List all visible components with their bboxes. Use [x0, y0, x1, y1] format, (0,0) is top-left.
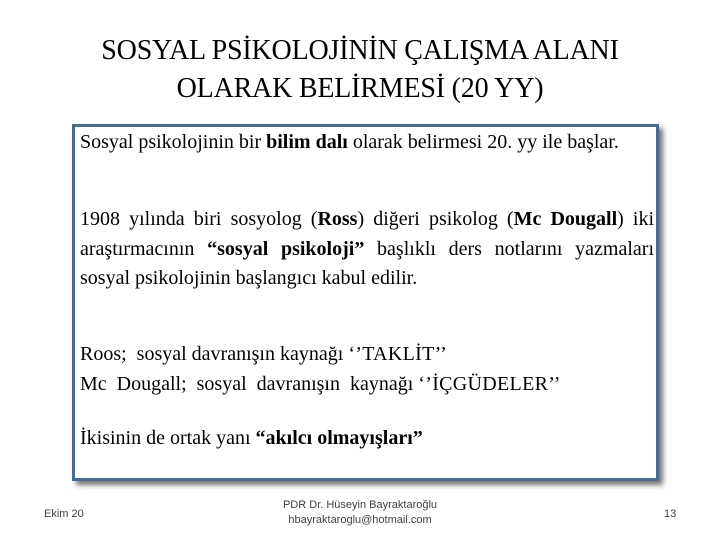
p2-bold-term: “sosyal psikoloji” [207, 237, 365, 260]
paragraph-4 [80, 424, 654, 454]
footer-author-block [260, 498, 460, 528]
p3-line-1 [80, 340, 654, 370]
p1-text-c: olarak belirmesi 20. yy ile başlar. [347, 131, 619, 153]
p3-line2-text: Mc Dougall; sosyal davranışın kaynağı [80, 372, 419, 395]
p3-line2-keyword: ‘’İÇGÜDELER’’ [418, 372, 561, 395]
p3-line-2 [80, 370, 654, 400]
paragraph-2 [80, 205, 654, 294]
title-line-2: OLARAK BELİRMESİ (20 YY) [176, 73, 544, 104]
slide-title [20, 32, 700, 108]
footer-email: hbayraktaroglu@hotmail.com [288, 514, 432, 526]
p2-text-c: ) diğeri psikolog ( [357, 208, 514, 230]
p1-text-a: Sosyal psikolojinin bir [80, 131, 267, 153]
footer-author: PDR Dr. Hüseyin Bayraktaroğlu [282, 499, 438, 511]
p2-bold-ross: Ross [317, 208, 358, 230]
p2-bold-mcdougall: Mc Dougall [513, 208, 618, 230]
paragraph-1 [80, 128, 654, 158]
p3-line1-text: Roos; sosyal davranışın kaynağı [80, 343, 349, 365]
p2-text-e: ) iki araştırmacının [80, 208, 655, 260]
p1-bold-term: bilim dalı [266, 131, 348, 153]
p4-text-a: İkisinin de ortak yanı [80, 427, 256, 449]
p4-bold-term: “akılcı olmayışları” [255, 427, 423, 449]
paragraph-3 [80, 340, 654, 399]
footer-date: Ekim 20 [44, 508, 84, 520]
p2-text-g: başlıklı ders notlarını yazmaları sosyal psikolojinin başlangıcı kabul edilir. [80, 237, 655, 289]
title-line-1: SOSYAL PSİKOLOJİNİN ÇALIŞMA ALANI [101, 35, 619, 66]
p3-line1-keyword: ‘’TAKLİT’’ [348, 343, 448, 365]
p2-text-a: 1908 yılında biri sosyolog ( [80, 208, 318, 230]
footer-page-number: 13 [664, 508, 677, 520]
